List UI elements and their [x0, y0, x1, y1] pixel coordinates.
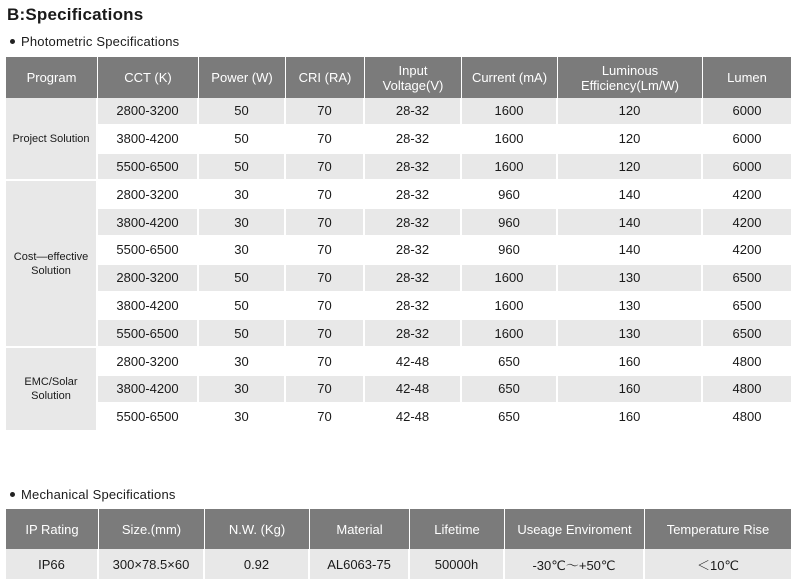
table-cell-size: 300×78.5×60 — [99, 549, 205, 579]
table-cell-input-voltage: 28-32 — [365, 154, 462, 182]
table-row — [6, 237, 791, 265]
table-cell-cri: 70 — [286, 265, 365, 293]
col-header-input-voltage: Input Voltage(V) — [365, 57, 462, 98]
table-cell-luminous-efficiency: 120 — [558, 98, 703, 126]
col-header-power: Power (W) — [199, 57, 286, 98]
table-cell-power: 50 — [199, 126, 286, 154]
table-cell-cct: 5500-6500 — [98, 320, 199, 348]
table-cell-input-voltage: 28-32 — [365, 209, 462, 237]
table-cell-cri: 70 — [286, 126, 365, 154]
table-row — [6, 320, 791, 348]
col-header-current: Current (mA) — [462, 57, 558, 98]
table-cell-lumen: 6500 — [703, 265, 791, 293]
table-cell-luminous-efficiency: 140 — [558, 181, 703, 209]
table-cell-cri: 70 — [286, 320, 365, 348]
table-cell-cct: 5500-6500 — [98, 154, 199, 182]
table-cell-power: 30 — [199, 376, 286, 404]
table-cell-current: 650 — [462, 376, 558, 404]
section-title: B:Specifications — [7, 5, 144, 24]
table-cell-current: 1600 — [462, 98, 558, 126]
mechanical-heading-text: Mechanical Specifications — [21, 487, 176, 502]
table-cell-lifetime: 50000h — [410, 549, 505, 579]
table-cell-power: 30 — [199, 237, 286, 265]
table-cell-cri: 70 — [286, 376, 365, 404]
table-cell-luminous-efficiency: 120 — [558, 126, 703, 154]
table-cell-input-voltage: 28-32 — [365, 293, 462, 321]
photometric-heading — [8, 34, 179, 49]
table-cell-input-voltage: 28-32 — [365, 98, 462, 126]
table-cell-cct: 2800-3200 — [98, 98, 199, 126]
table-cell-cct: 3800-4200 — [98, 209, 199, 237]
table-row — [6, 181, 791, 209]
table-cell-cri: 70 — [286, 348, 365, 376]
table-cell-power: 50 — [199, 98, 286, 126]
table-cell-luminous-efficiency: 130 — [558, 320, 703, 348]
table-cell-lumen: 6500 — [703, 293, 791, 321]
table-cell-power: 30 — [199, 209, 286, 237]
col-header-size: Size.(mm) — [99, 509, 205, 549]
table-cell-lumen: 4200 — [703, 181, 791, 209]
table-cell-luminous-efficiency: 140 — [558, 237, 703, 265]
table-cell-power: 50 — [199, 293, 286, 321]
table-cell-cct: 2800-3200 — [98, 348, 199, 376]
photometric-heading-text: Photometric Specifications — [21, 34, 180, 49]
table-row — [6, 376, 791, 404]
table-cell-lumen: 4200 — [703, 237, 791, 265]
mechanical-heading — [8, 487, 176, 502]
table-cell-lumen: 4800 — [703, 376, 791, 404]
table-cell-cct: 5500-6500 — [98, 404, 199, 432]
col-header-temperature-rise: Temperature Rise — [645, 509, 791, 549]
table-cell-lumen: 4800 — [703, 404, 791, 432]
table-cell-lumen: 6000 — [703, 154, 791, 182]
table-row — [6, 404, 791, 432]
table-cell-current: 1600 — [462, 265, 558, 293]
photometric-header-row — [6, 57, 791, 98]
table-cell-cri: 70 — [286, 209, 365, 237]
table-cell-lumen: 4800 — [703, 348, 791, 376]
table-row — [6, 549, 791, 579]
table-cell-luminous-efficiency: 140 — [558, 209, 703, 237]
table-cell-power: 30 — [199, 348, 286, 376]
col-header-material: Material — [310, 509, 410, 549]
program-group-cell: EMC/Solar Solution — [6, 348, 98, 431]
mechanical-table — [6, 509, 791, 579]
table-cell-current: 1600 — [462, 154, 558, 182]
table-cell-cri: 70 — [286, 181, 365, 209]
table-cell-cri: 70 — [286, 237, 365, 265]
table-cell-cri: 70 — [286, 98, 365, 126]
table-cell-current: 1600 — [462, 320, 558, 348]
table-cell-current: 960 — [462, 237, 558, 265]
table-cell-cri: 70 — [286, 154, 365, 182]
col-header-ip-rating: IP Rating — [6, 509, 99, 549]
program-group-cell: Cost—effective Solution — [6, 181, 98, 348]
table-cell-power: 30 — [199, 181, 286, 209]
col-header-cri: CRI (RA) — [286, 57, 365, 98]
table-cell-temperature-rise: ＜10℃ — [645, 549, 791, 579]
table-cell-lumen: 6000 — [703, 98, 791, 126]
table-cell-luminous-efficiency: 130 — [558, 265, 703, 293]
table-cell-power: 50 — [199, 265, 286, 293]
col-header-cct: CCT (K) — [98, 57, 199, 98]
table-cell-current: 1600 — [462, 293, 558, 321]
table-cell-current: 650 — [462, 348, 558, 376]
table-row — [6, 126, 791, 154]
table-row — [6, 98, 791, 126]
program-group-cell: Project Solution — [6, 98, 98, 181]
table-row — [6, 293, 791, 321]
table-cell-current: 1600 — [462, 126, 558, 154]
table-cell-ip-rating: IP66 — [6, 549, 99, 579]
table-cell-input-voltage: 28-32 — [365, 265, 462, 293]
table-cell-luminous-efficiency: 120 — [558, 154, 703, 182]
table-cell-luminous-efficiency: 160 — [558, 404, 703, 432]
col-header-program: Program — [6, 57, 98, 98]
table-cell-cct: 5500-6500 — [98, 237, 199, 265]
table-cell-net-weight: 0.92 — [205, 549, 310, 579]
table-cell-input-voltage: 42-48 — [365, 376, 462, 404]
table-cell-cct: 2800-3200 — [98, 265, 199, 293]
bullet-icon — [10, 492, 15, 497]
col-header-luminous-efficiency: Luminous Efficiency(Lm/W) — [558, 57, 703, 98]
table-cell-input-voltage: 28-32 — [365, 237, 462, 265]
table-cell-lumen: 6000 — [703, 126, 791, 154]
table-cell-current: 650 — [462, 404, 558, 432]
table-cell-cct: 2800-3200 — [98, 181, 199, 209]
table-cell-input-voltage: 28-32 — [365, 126, 462, 154]
table-cell-cct: 3800-4200 — [98, 376, 199, 404]
table-cell-cri: 70 — [286, 404, 365, 432]
mechanical-header-row — [6, 509, 791, 549]
table-cell-power: 50 — [199, 320, 286, 348]
col-header-lumen: Lumen — [703, 57, 791, 98]
table-cell-input-voltage: 28-32 — [365, 320, 462, 348]
table-cell-cri: 70 — [286, 293, 365, 321]
photometric-body — [6, 98, 791, 432]
table-cell-luminous-efficiency: 130 — [558, 293, 703, 321]
table-cell-cct: 3800-4200 — [98, 126, 199, 154]
table-cell-lumen: 6500 — [703, 320, 791, 348]
table-cell-input-voltage: 42-48 — [365, 348, 462, 376]
table-cell-input-voltage: 28-32 — [365, 181, 462, 209]
col-header-usage-environment: Useage Enviroment — [505, 509, 645, 549]
table-cell-cct: 3800-4200 — [98, 293, 199, 321]
table-cell-material: AL6063-75 — [310, 549, 410, 579]
table-row — [6, 154, 791, 182]
table-row — [6, 209, 791, 237]
table-cell-input-voltage: 42-48 — [365, 404, 462, 432]
table-cell-power: 30 — [199, 404, 286, 432]
col-header-net-weight: N.W. (Kg) — [205, 509, 310, 549]
table-cell-usage-environment: -30℃～+50℃ — [505, 549, 645, 579]
photometric-table — [6, 57, 791, 432]
table-cell-lumen: 4200 — [703, 209, 791, 237]
table-cell-current: 960 — [462, 181, 558, 209]
table-row — [6, 265, 791, 293]
table-cell-current: 960 — [462, 209, 558, 237]
table-cell-power: 50 — [199, 154, 286, 182]
table-cell-luminous-efficiency: 160 — [558, 376, 703, 404]
table-cell-luminous-efficiency: 160 — [558, 348, 703, 376]
bullet-icon — [10, 39, 15, 44]
table-row — [6, 348, 791, 376]
col-header-lifetime: Lifetime — [410, 509, 505, 549]
